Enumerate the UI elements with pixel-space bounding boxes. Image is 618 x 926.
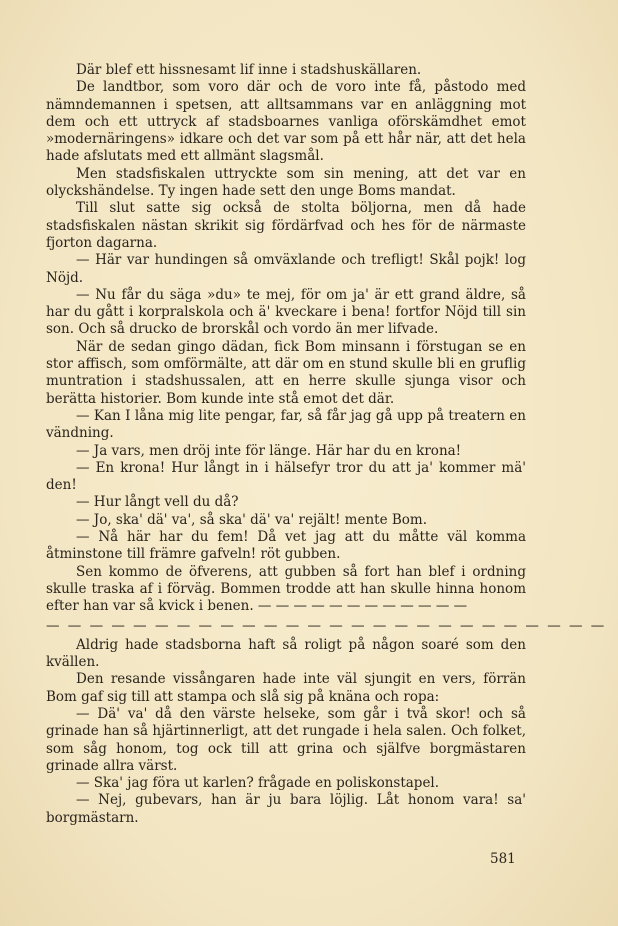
paragraph: Men stadsfiskalen uttryckte som sin mening, att det var en olyckshändelse. Ty ingen hade sett den unge Boms mandat.: [46, 165, 526, 200]
paragraph: Den resande vissångaren hade inte väl sjungit en vers, förrän Bom gaf sig till att stampa och slå sig på knäna och ropa:: [46, 671, 526, 705]
paragraph: — Ska' jag föra ut karlen? frågade en poliskonstapel.: [76, 775, 440, 792]
paragraph: När de sedan gingo dädan, fick Bom minsann i förstugan se en stor affisch, som omförmälte, att där om en stund skulle bli en gruflig muntration i stadshussalen, att en herre skulle sjunga visor och berätta historier. Bom kunde inte stå emot det där.: [46, 338, 526, 407]
paragraph: — En krona! Hur långt in i hälsefyr tror du att ja' kommer mä' den!: [46, 459, 526, 494]
paragraph: De landtbor, som voro där och de voro inte få, påstodo med nämndemannen i spetsen, att alltsammans var en anläggning mot dem och ett uttryck af stadsboarnes vanliga oförskämdhet emot »modernäringens» idkare och det var som på ett hår när, att det hela hade afslutats med ett allmänt slagsmål.: [46, 79, 526, 165]
section-separator: — — — — — — — — — — — — — — — — — — — — — — — — — —: [46, 617, 607, 634]
paragraph: — Hur långt vell du då?: [76, 494, 239, 511]
paragraph: — Jo, ska' dä' va', så ska' dä' va' rejält! mente Bom.: [76, 511, 427, 528]
paragraph: — Nej, gubevars, han är ju bara löjlig. Låt honom vara! sa' borgmästarn.: [46, 792, 526, 826]
page-number: 581: [490, 851, 516, 867]
body-text: [46, 62, 607, 827]
paragraph: — Ja vars, men dröj inte för länge. Här har du en krona!: [76, 442, 462, 459]
paragraph: Sen kommo de öfverens, att gubben så fort han blef i ordning skulle traska af i förväg. Bommen trodde att han skulle hinna honom efter han var så kvick i benen. — — — — — — — — — — — —: [46, 563, 526, 615]
paragraph: — Dä' va' då den värste helseke, som går i två skor! och så grinade han så hjärtinnerligt, att det rungade i hela salen. Och folket, som såg honom, tog ock till att grina och själfve borgmästaren grinade allra värst.: [46, 705, 526, 774]
paragraph: Där blef ett hissnesamt lif inne i stadshuskällaren.: [76, 62, 422, 78]
paragraph: Aldrig hade stadsborna haft så roligt på någon soaré som den kvällen.: [46, 636, 526, 671]
paragraph: — Här var hundingen så omväxlande och trefligt! Skål pojk! log Nöjd.: [46, 252, 526, 286]
paragraph: — Nå här har du fem! Då vet jag att du måtte väl komma åtminstone till främre gafveln! röt gubben.: [46, 529, 526, 563]
paragraph: — Nu får du säga »du» te mej, för om ja' är ett grand äldre, så har du gått i korpralskola och ä' kveckare i bena! fortfor Nöjd till sin son. Och så drucko de brorskål och vordo än mer lifvade.: [46, 286, 526, 338]
paragraph: — Kan I låna mig lite pengar, far, så får jag gå upp på treatern en vändning.: [46, 407, 526, 442]
paragraph: Till slut satte sig också de stolta böljorna, men då hade stadsfiskalen nästan skrikit sig fördärfvad och hes för de närmaste fjorton dagarna.: [46, 200, 526, 251]
